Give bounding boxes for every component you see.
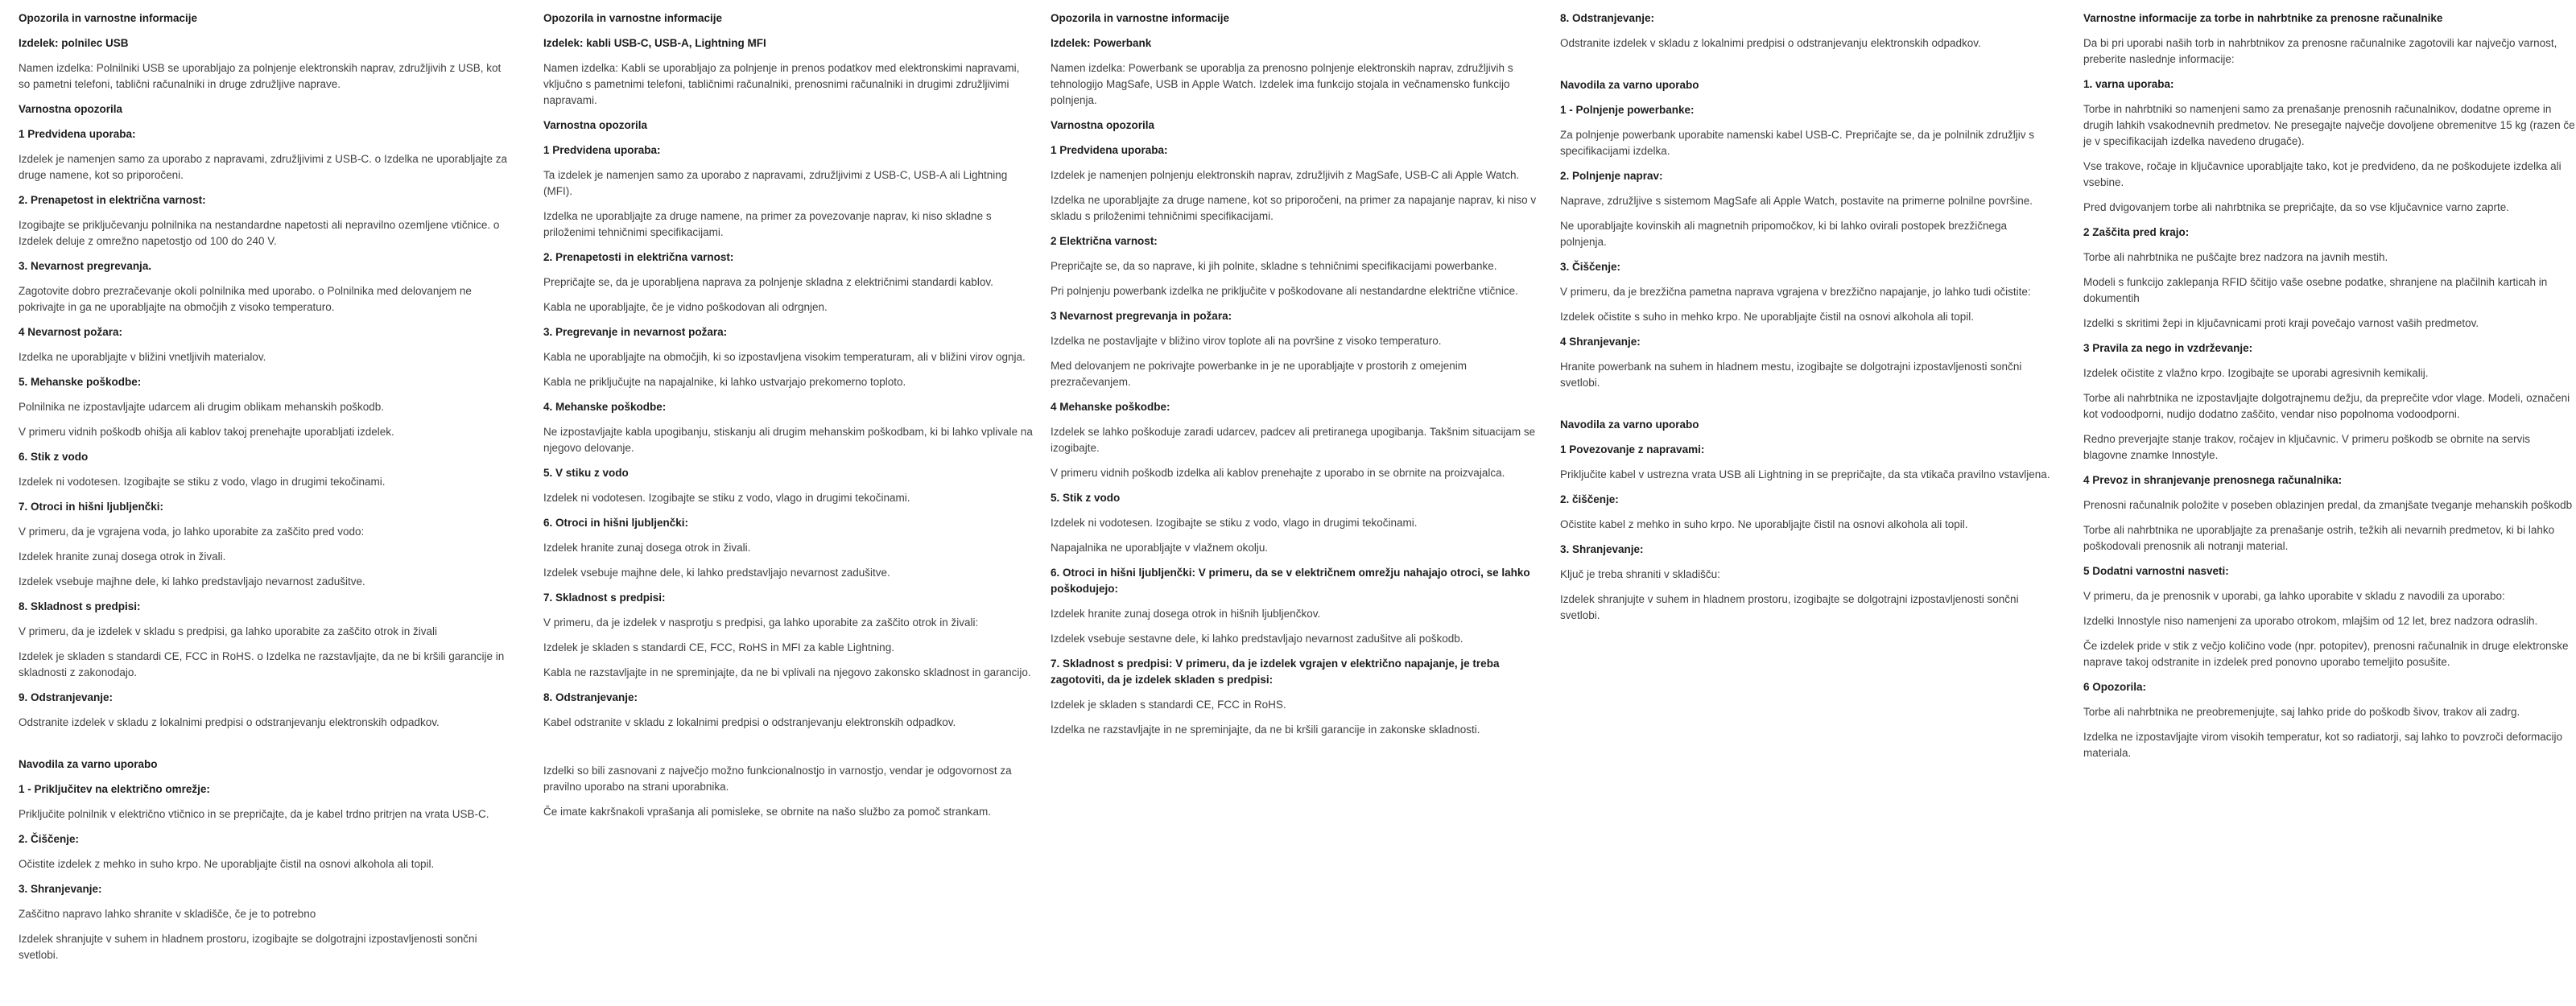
paragraph: V primeru, da je izdelek v skladu s predpisi, ga lahko uporabite za zaščito otrok in živali (19, 625, 438, 637)
section-heading: 1 - Polnjenje powerbanke: (1560, 104, 1695, 116)
paragraph: Izdelek je skladen s standardi CE, FCC, RoHS in MFI za kable Lightning. (543, 641, 894, 653)
paragraph: Izdelek vsebuje majhne dele, ki lahko predstavljajo nevarnost zadušitve. (19, 575, 365, 588)
paragraph: Ne uporabljajte kovinskih ali magnetnih pripomočkov, ki bi lahko ovirali postopek brezžičnega polnjenja. (1560, 220, 2008, 248)
paragraph: Pred dvigovanjem torbe ali nahrbtnika se prepričajte, da so vse ključavnice varno zaprte. (2083, 201, 2510, 213)
section-heading: 1 Predvidena uporaba: (543, 144, 661, 156)
paragraph: Namen izdelka: Powerbank se uporablja za prenosno polnjenje elektronskih naprav, združljivih s tehnologijo MagSafe, USB in Apple Watch. Izdelek ima funkcijo stojala in večnamensko funkcijo polnjenja. (1051, 62, 1513, 106)
section-gap (19, 740, 511, 748)
section-heading: 3. Shranjevanje: (19, 883, 102, 895)
section-heading: Izdelek: polnilec USB (19, 37, 129, 49)
section-heading: 3. Shranjevanje: (1560, 543, 1644, 555)
paragraph: V primeru, da je prenosnik v uporabi, ga lahko uporabite v skladu z navodili za uporabo: (2083, 590, 2505, 602)
section-heading: 7. Skladnost s predpisi: (543, 592, 666, 604)
paragraph: Izdelka ne postavljajte v bližino virov toplote ali na površine z visoko temperaturo. (1051, 335, 1442, 347)
section-heading: 8. Skladnost s predpisi: (19, 600, 141, 612)
paragraph: Izdelka ne razstavljajte in ne spreminjajte, da ne bi kršili garancije in zakonske skladnosti. (1051, 724, 1480, 736)
section-heading: 3 Pravila za nego in vzdrževanje: (2083, 342, 2253, 354)
paragraph: Priključite kabel v ustrezna vrata USB ali Lightning in se prepričajte, da sta vtikača pravilno vstavljena. (1560, 468, 2050, 480)
paragraph: Kabla ne uporabljajte, če je vidno poškodovan ali odrgnjen. (543, 301, 828, 313)
section-heading: 8. Odstranjevanje: (543, 691, 638, 703)
paragraph: Zaščitno napravo lahko shranite v skladišče, če je to potrebno (19, 908, 316, 920)
paragraph: Namen izdelka: Kabli se uporabljajo za polnjenje in prenos podatkov med elektronskimi napravami, vključno s pametnimi telefoni, tabličnimi računalniki, prenosnimi računalniki in drugimi združljivimi napravami. (543, 62, 1020, 106)
paragraph: V primeru, da je vgrajena voda, jo lahko uporabite za zaščito pred vodo: (19, 526, 365, 538)
section-heading: 2 Električna varnost: (1051, 235, 1158, 247)
paragraph: Izdelki s skritimi žepi in ključavnicami proti kraji povečajo varnost vaših predmetov. (2083, 317, 2479, 329)
section-heading: Navodila za varno uporabo (19, 758, 158, 770)
section-gap (1560, 400, 2053, 408)
section-heading: Varnostne informacije za torbe in nahrbtnike za prenosne računalnike (2083, 12, 2443, 24)
paragraph: Izogibajte se priključevanju polnilnika na nestandardne napetosti ali nepravilno ozemljene vtičnice. o Izdelek deluje z omrežno napetostjo od 100 do 240 V. (19, 219, 500, 247)
section-heading: 4 Nevarnost požara: (19, 326, 123, 338)
paragraph: V primeru, da je brezžična pametna naprava vgrajena v brezžično napajanje, jo lahko tudi očistite: (1560, 286, 2031, 298)
section-gap (1560, 60, 2053, 68)
paragraph: Izdelek vsebuje sestavne dele, ki lahko predstavljajo nevarnost zadušitve ali poškodb. (1051, 633, 1463, 645)
section-heading: 6 Opozorila: (2083, 681, 2147, 693)
paragraph: Prenosni računalnik položite v poseben oblazinjen predal, da zmanjšate tveganje mehanskih poškodb (2083, 499, 2573, 511)
paragraph: Če izdelek pride v stik z večjo količino vode (npr. potopitev), prenosni računalnik in druge elektronske naprave takoj odstranite in izdelek pred ponovno uporabo temeljito posušite. (2083, 640, 2569, 668)
section-heading: 6. Stik z vodo (19, 451, 89, 463)
section-heading: 1. varna uporaba: (2083, 78, 2174, 90)
paragraph: Torbe ali nahrbtnika ne preobremenjujte, saj lahko pride do poškodb šivov, trakov ali zadrg. (2083, 706, 2520, 718)
section-heading: Navodila za varno uporabo (1560, 79, 1699, 91)
paragraph: Med delovanjem ne pokrivajte powerbanke in je ne uporabljajte v prostorih z omejenim prezračevanjem. (1051, 360, 1468, 388)
paragraph: Izdelek očistite z vlažno krpo. Izogibajte se uporabi agresivnih kemikalij. (2083, 367, 2429, 379)
text-column-usb-charger (19, 10, 511, 972)
text-column-powerbank (1051, 10, 1543, 747)
paragraph: Očistite kabel z mehko in suho krpo. Ne uporabljajte čistil na osnovi alkohola ali topil. (1560, 518, 1968, 530)
text-column-cables (543, 10, 1036, 829)
section-heading: Opozorila in varnostne informacije (1051, 12, 1230, 24)
paragraph: Pri polnjenju powerbank izdelka ne priključite v poškodovane ali nestandardne električne vtičnice. (1051, 285, 1518, 297)
paragraph: Prepričajte se, da so naprave, ki jih polnite, skladne s tehničnimi specifikacijami powerbanke. (1051, 260, 1497, 272)
section-heading: 1 - Priključitev na električno omrežje: (19, 783, 210, 795)
paragraph: V primeru vidnih poškodb izdelka ali kablov prenehajte z uporabo in se obrnite na proizvajalca. (1051, 467, 1505, 479)
section-heading: 2. Čiščenje: (19, 833, 80, 845)
paragraph: Kabla ne priključujte na napajalnike, ki lahko ustvarjajo prekomerno toploto. (543, 376, 906, 388)
section-heading: 3. Nevarnost pregrevanja. (19, 260, 152, 272)
section-heading: 2. čiščenje: (1560, 493, 1619, 505)
section-heading: 5 Dodatni varnostni nasveti: (2083, 565, 2229, 577)
paragraph: Za polnjenje powerbank uporabite namenski kabel USB-C. Prepričajte se, da je polnilnik združljiv s specifikacijami izdelka. (1560, 129, 2035, 157)
paragraph: Izdelek je namenjen samo za uporabo z napravami, združljivimi z USB-C. o Izdelka ne uporabljajte za druge namene, kot so priporočeni. (19, 153, 508, 181)
section-heading: 6. Otroci in hišni ljubljenčki: (543, 517, 689, 529)
paragraph: Torbe ali nahrbtnika ne puščajte brez nadzora na javnih mestih. (2083, 251, 2388, 263)
paragraph: Izdelki so bili zasnovani z največjo možno funkcionalnostjo in varnostjo, vendar je odgovornost za pravilno uporabo na strani uporabnika. (543, 765, 1012, 793)
paragraph: Naprave, združljive s sistemom MagSafe ali Apple Watch, postavite na primerne polnilne površine. (1560, 195, 2033, 207)
text-column-powerbank-usage (1560, 10, 2053, 633)
paragraph: Očistite izdelek z mehko in suho krpo. Ne uporabljajte čistil na osnovi alkohola ali topil. (19, 858, 435, 870)
paragraph: Zagotovite dobro prezračevanje okoli polnilnika med uporabo. o Polnilnika med delovanjem ne pokrivajte in ga ne uporabljajte na območjih z visoko temperaturo. (19, 285, 472, 313)
paragraph: Izdelka ne izpostavljajte virom visokih temperatur, kot so radiatorji, saj lahko to povzroči deformacijo materiala. (2083, 731, 2563, 759)
paragraph: Izdelek ni vodotesen. Izogibajte se stiku z vodo, vlago in drugimi tekočinami. (19, 476, 386, 488)
section-heading: 3. Pregrevanje in nevarnost požara: (543, 326, 728, 338)
paragraph: Izdelek očistite s suho in mehko krpo. Ne uporabljajte čistil na osnovi alkohola ali topil. (1560, 311, 1975, 323)
section-heading: Izdelek: Powerbank (1051, 37, 1152, 49)
paragraph: Kabla ne uporabljajte na območjih, ki so izpostavljena visokim temperaturam, ali v bližini virov ognja. (543, 351, 1026, 363)
paragraph: V primeru vidnih poškodb ohišja ali kablov takoj prenehajte uporabljati izdelek. (19, 426, 394, 438)
paragraph: Izdelek ni vodotesen. Izogibajte se stiku z vodo, vlago in drugimi tekočinami. (543, 492, 910, 504)
paragraph: Izdelka ne uporabljajte za druge namene, kot so priporočeni, na primer za napajanje naprav, ki niso v skladu s priloženimi tehničnimi specifikacijami. (1051, 194, 1537, 222)
paragraph: Izdelek shranjujte v suhem in hladnem prostoru, izogibajte se dolgotrajni izpostavljenosti sončni svetlobi. (1560, 593, 2019, 621)
paragraph: Odstranite izdelek v skladu z lokalnimi predpisi o odstranjevanju elektronskih odpadkov. (1560, 37, 1981, 49)
paragraph: Polnilnika ne izpostavljajte udarcem ali drugim oblikam mehanskih poškodb. (19, 401, 384, 413)
paragraph: Ta izdelek je namenjen samo za uporabo z napravami, združljivimi z USB-C, USB-A ali Lightning (MFI). (543, 169, 1008, 197)
section-heading: 5. Mehanske poškodbe: (19, 376, 142, 388)
section-gap (543, 740, 1036, 754)
paragraph: V primeru, da je izdelek v nasprotju s predpisi, ga lahko uporabite za zaščito otrok in živali: (543, 616, 979, 629)
paragraph: Hranite powerbank na suhem in hladnem mestu, izogibajte se dolgotrajni izpostavljenosti sončni svetlobi. (1560, 361, 2022, 389)
section-heading: 4 Mehanske poškodbe: (1051, 401, 1170, 413)
section-heading: 9. Odstranjevanje: (19, 691, 114, 703)
paragraph: Kabel odstranite v skladu z lokalnimi predpisi o odstranjevanju elektronskih odpadkov. (543, 716, 956, 728)
section-heading: Opozorila in varnostne informacije (19, 12, 198, 24)
section-heading: 5. V stiku z vodo (543, 467, 629, 479)
paragraph: Torbe ali nahrbtnika ne izpostavljajte dolgotrajnemu dežju, da preprečite vdor vlage. Modeli, označeni kot vodoodporni, nudijo dodatno zaščito, vendar niso popolnoma vodoodporni. (2083, 392, 2570, 420)
paragraph: Izdelka ne uporabljajte za druge namene, na primer za povezovanje naprav, ki niso skladne s priloženimi tehničnimi specifikacijami. (543, 210, 992, 238)
paragraph: Izdelek hranite zunaj dosega otrok in hišnih ljubljenčkov. (1051, 608, 1321, 620)
paragraph: Torbe in nahrbtniki so namenjeni samo za prenašanje prenosnih računalnikov, dodatne opreme in drugih lahkih vsakodnevnih predmetov. Ne presegajte največje dovoljene obremenitve 15 kg (razen če je v specifikacijah izdelka navedeno drugače). (2083, 103, 2575, 147)
section-heading: Varnostna opozorila (543, 119, 648, 131)
section-heading: 4. Mehanske poškodbe: (543, 401, 667, 413)
paragraph: Modeli s funkcijo zaklepanja RFID ščitijo vaše osebne podatke, shranjene na plačilnih karticah in dokumentih (2083, 276, 2548, 304)
paragraph: Izdelek vsebuje majhne dele, ki lahko predstavljajo nevarnost zadušitve. (543, 567, 890, 579)
section-heading: 5. Stik z vodo (1051, 492, 1121, 504)
section-heading: 1 Predvidena uporaba: (1051, 144, 1168, 156)
section-heading: 2. Prenapetosti in električna varnost: (543, 251, 734, 263)
text-column-laptop-bags (2083, 10, 2576, 770)
section-heading: 4 Shranjevanje: (1560, 336, 1641, 348)
paragraph: Izdelek je skladen s standardi CE, FCC in RoHS. (1051, 699, 1286, 711)
section-heading: 4 Prevoz in shranjevanje prenosnega računalnika: (2083, 474, 2343, 486)
paragraph: Izdelek se lahko poškoduje zaradi udarcev, padcev ali pretiranega upogibanja. Takšnim situacijam se izogibajte. (1051, 426, 1536, 454)
paragraph: Ne izpostavljajte kabla upogibanju, stiskanju ali drugim mehanskim poškodbam, ki bi lahko vplivale na njegovo delovanje. (543, 426, 1033, 454)
section-heading: 8. Odstranjevanje: (1560, 12, 1655, 24)
section-heading: Navodila za varno uporabo (1560, 418, 1699, 431)
paragraph: Izdelek ni vodotesen. Izogibajte se stiku z vodo, vlago in drugimi tekočinami. (1051, 517, 1418, 529)
paragraph: Namen izdelka: Polnilniki USB se uporabljajo za polnjenje elektronskih naprav, združljivih z USB, kot so pametni telefoni, tablični računalniki in druge združljive naprave. (19, 62, 502, 90)
section-heading: 7. Otroci in hišni ljubljenčki: (19, 501, 164, 513)
paragraph: Prepričajte se, da je uporabljena naprava za polnjenje skladna z električnimi standardi kablov. (543, 276, 993, 288)
paragraph: Priključite polnilnik v električno vtičnico in se prepričajte, da je kabel trdno pritrjen na vrata USB-C. (19, 808, 489, 820)
paragraph: Izdelek hranite zunaj dosega otrok in živali. (19, 550, 226, 563)
paragraph: Napajalnika ne uporabljajte v vlažnem okolju. (1051, 542, 1269, 554)
paragraph: Kabla ne razstavljajte in ne spreminjajte, da ne bi vplivali na njegovo zakonsko skladnost in garancijo. (543, 666, 1031, 678)
paragraph: Redno preverjajte stanje trakov, ročajev in ključavnic. V primeru poškodb se obrnite na servis blagovne znamke Innostyle. (2083, 433, 2531, 461)
paragraph: Izdelek shranjujte v suhem in hladnem prostoru, izogibajte se dolgotrajni izpostavljenosti sončni svetlobi. (19, 933, 477, 961)
section-heading: 2. Prenapetost in električna varnost: (19, 194, 206, 206)
paragraph: Izdelki Innostyle niso namenjeni za uporabo otrokom, mlajšim od 12 let, brez nadzora odraslih. (2083, 615, 2538, 627)
section-heading: 2 Zaščita pred krajo: (2083, 226, 2190, 238)
section-heading: Izdelek: kabli USB-C, USB-A, Lightning MFI (543, 37, 766, 49)
paragraph: Izdelek hranite zunaj dosega otrok in živali. (543, 542, 751, 554)
paragraph: Izdelek je namenjen polnjenju elektronskih naprav, združljivih z MagSafe, USB-C ali Apple Watch. (1051, 169, 1520, 181)
paragraph: Odstranite izdelek v skladu z lokalnimi predpisi o odstranjevanju elektronskih odpadkov. (19, 716, 440, 728)
section-heading: 1 Povezovanje z napravami: (1560, 443, 1705, 456)
paragraph: Ključ je treba shraniti v skladišču: (1560, 568, 1720, 580)
section-heading: Varnostna opozorila (1051, 119, 1155, 131)
paragraph: Če imate kakršnakoli vprašanja ali pomisleke, se obrnite na našo službo za pomoč strankam. (543, 806, 992, 818)
section-heading: 3 Nevarnost pregrevanja in požara: (1051, 310, 1232, 322)
section-heading: 6. Otroci in hišni ljubljenčki: V primeru, da se v električnem omrežju nahajajo otroci, se lahko poškodujejo: (1051, 567, 1530, 595)
section-heading: Opozorila in varnostne informacije (543, 12, 723, 24)
section-heading: 2. Polnjenje naprav: (1560, 170, 1663, 182)
section-heading: 7. Skladnost s predpisi: V primeru, da je izdelek vgrajen v električno napajanje, je treba zagotoviti, da je izdelek skladen s predpisi: (1051, 658, 1500, 686)
paragraph: Izdelek je skladen s standardi CE, FCC in RoHS. o Izdelka ne razstavljajte, da ne bi kršili garancije in skladnosti z zakonodajo. (19, 650, 505, 678)
paragraph: Torbe ali nahrbtnika ne uporabljajte za prenašanje ostrih, težkih ali nevarnih predmetov, ki bi lahko poškodovali prenosnik ali notranji material. (2083, 524, 2555, 552)
paragraph: Da bi pri uporabi naših torb in nahrbtnikov za prenosne računalnike zagotovili kar največjo varnost, preberite naslednje informacije: (2083, 37, 2557, 65)
paragraph: Vse trakove, ročaje in ključavnice uporabljajte tako, kot je predvideno, da ne poškodujete izdelka ali vsebine. (2083, 160, 2562, 188)
paragraph: Izdelka ne uporabljajte v bližini vnetljivih materialov. (19, 351, 266, 363)
section-heading: 3. Čiščenje: (1560, 261, 1621, 273)
section-heading: 1 Predvidena uporaba: (19, 128, 136, 140)
section-heading: Varnostna opozorila (19, 103, 123, 115)
